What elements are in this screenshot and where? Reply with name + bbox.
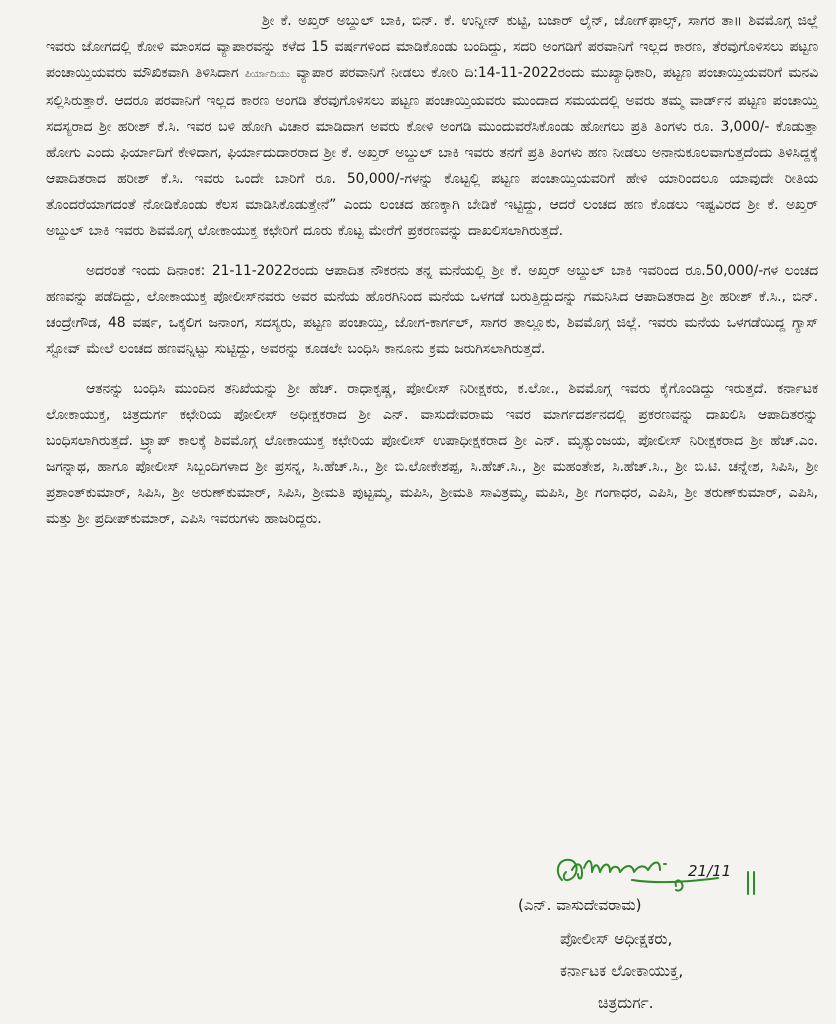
officer-office: ಕರ್ನಾಟಕ ಲೋಕಾಯುಕ್ತ, [560, 962, 684, 980]
signature-date: 21/11 [688, 862, 732, 880]
paragraph-complaint-text-b: ವ್ಯಾಪಾರ ಪರವಾನಿಗೆ ನೀಡಲು ಕೋರಿ ದಿ:14-11-2022ರಂದು ಮುಖ್ಯಾಧಿಕಾರಿ, ಪಟ್ಟಣ ಪಂಚಾಯ್ತಿಯವರಿಗೆ ಮನವಿ ಸಲ್ಲಿಸಿರುತ್ತಾರೆ. ಆದರೂ ಪರವಾನಿಗೆ ಇಲ್ಲದ ಕಾರಣ ಅಂಗಡಿ ತೆರವುಗೊಳಿಸಲು ಪಟ್ಟಣ ಪಂಚಾಯ್ತಿಯವರು ಮುಂದಾದ ಸಮಯದಲ್ಲಿ ಅವರು ತಮ್ಮ ವಾರ್ಡ್‌ನ ಪಟ್ಟಣ ಪಂಚಾಯ್ತಿ ಸದಸ್ಯರಾದ ಶ್ರೀ ಹರೀಶ್ ಕೆ.ಸಿ. ಇವರ ಬಳಿ ಹೋಗಿ ವಿಚಾರ ಮಾಡಿದಾಗ ಅವರು ಕೋಳಿ ಅಂಗಡಿ ಮುಂದುವರೆಸಿಕೊಂಡು ಹೋಗಲು ಪ್ರತಿ ತಿಂಗಳು ರೂ. 3,000/- ಕೊಡುತ್ತಾ ಹೋಗು ಎಂದು ಫಿರ್ಯಾದಿಗೆ ಕೇಳಿದಾಗ, ಫಿರ್ಯಾದುದಾರರಾದ ಶ್ರೀ ಕೆ. ಅಖ್ತರ್ ಅಬ್ದುಲ್ ಬಾಕಿ ಇವರು ತನಗೆ ಪ್ರತಿ ತಿಂಗಳು ಹಣ ನೀಡಲು ಅನಾನುಕೂಲವಾಗುತ್ತದೆಂದು ತಿಳಿಸಿದ್ದಕ್ಕೆ ಆಪಾದಿತರಾದ ಹರೀಶ್ ಕೆ.ಸಿ. ಇವರು ಒಂದೇ ಬಾರಿಗೆ ರೂ. 50,000/-ಗಳನ್ನು ಕೊಟ್ಟಲ್ಲಿ ಪಟ್ಟಣ ಪಂಚಾಯ್ತಿಯವರಿಗೆ ಹೇಳಿ ಯಾರಿಂದಲೂ ಯಾವುದೇ ರೀತಿಯ ತೊಂದರೆಯಾಗದಂತೆ ನೋಡಿಕೊಂಡು ಕೆಲಸ ಮಾಡಿಸಿಕೊಡುತ್ತೇನೆ” ಎಂದು ಲಂಚದ ಹಣಕ್ಕಾಗಿ ಬೇಡಿಕೆ ಇಟ್ಟಿದ್ದು, ಆದರೆ ಲಂಚದ ಹಣ ಕೊಡಲು ಇಷ್ಟವಿರದ ಶ್ರೀ ಕೆ. ಅಖ್ತರ್ ಅಬ್ದುಲ್ ಬಾಕಿ ಇವರು ಶಿವಮೊಗ್ಗ ಲೋಕಾಯುಕ್ತ ಕಛೇರಿಗೆ ದೂರು ಕೊಟ್ಟ ಮೇರೆಗೆ ಪ್ರಕರಣವನ್ನು ದಾಖಲಿಸಲಾಗಿರುತ್ತದೆ. [46, 65, 818, 239]
officer-designation: ಪೋಲೀಸ್ ಅಧೀಕ್ಷಕರು, [560, 930, 673, 948]
handwritten-insert: ಪಿರ್ಯಾದಿಯು [244, 69, 290, 80]
paragraph-complaint-text-a: ಶ್ರೀ ಕೆ. ಅಖ್ತರ್ ಅಬ್ದುಲ್ ಬಾಕಿ, ಬಿನ್. ಕೆ. ಉನ್ನೀನ್ ಕುಟ್ಟಿ, ಬಜಾರ್ ಲೈನ್, ಜೋಗ್‌ಫಾಲ್ಸ್, ಸಾಗರ ತಾ॥ ಶಿವಮೊಗ್ಗ ಜಿಲ್ಲೆ ಇವರು ಜೋಗದಲ್ಲಿ ಕೋಳಿ ಮಾಂಸದ ವ್ಯಾಪಾರವನ್ನು ಕಳೆದ 15 ವರ್ಷಗಳಿಂದ ಮಾಡಿಕೊಂಡು ಬಂದಿದ್ದು, ಸದರಿ ಅಂಗಡಿಗೆ ಪರವಾನಿಗೆ ಇಲ್ಲದ ಕಾರಣ, ತೆರವುಗೊಳಿಸಲು ಪಟ್ಟಣ ಪಂಚಾಯ್ತಿಯವರು ಮೌಖಿಕವಾಗಿ ತಿಳಿಸಿದಾಗ [46, 13, 818, 81]
paragraph-complaint [46, 8, 818, 244]
officer-place: ಚಿತ್ರದುರ್ಗ. [598, 994, 654, 1012]
signature-block [0, 848, 836, 1024]
paragraph-trap: ಅದರಂತೆ ಇಂದು ದಿನಾಂಕ: 21-11-2022ರಂದು ಆಪಾದಿತ ನೌಕರನು ತನ್ನ ಮನೆಯಲ್ಲಿ ಶ್ರೀ ಕೆ. ಅಖ್ತರ್ ಅಬ್ದುಲ್ ಬಾಕಿ ಇವರಿಂದ ರೂ.50,000/-ಗಳ ಲಂಚದ ಹಣವನ್ನು ಪಡೆದಿದ್ದು, ಲೋಕಾಯುಕ್ತ ಪೋಲೀಸ್‌ನವರು ಅವರ ಮನೆಯ ಹೊರಗಿನಿಂದ ಮನೆಯ ಒಳಗಡೆ ಬರುತ್ತಿದ್ದುದನ್ನು ಗಮನಿಸಿದ ಆಪಾದಿತರಾದ ಶ್ರೀ ಹರೀಶ್ ಕೆ.ಸಿ., ಬಿನ್. ಚಂದ್ರೇಗೌಡ, 48 ವರ್ಷ, ಒಕ್ಕಲಿಗ ಜನಾಂಗ, ಸದಸ್ಯರು, ಪಟ್ಟಣ ಪಂಚಾಯ್ತಿ, ಜೋಗ-ಕಾರ್ಗಲ್, ಸಾಗರ ತಾಲ್ಲೂಕು, ಶಿವಮೊಗ್ಗ ಜಿಲ್ಲೆ. ಇವರು ಮನೆಯ ಒಳಗಡೆಯಿದ್ದ ಗ್ಯಾಸ್ ಸ್ಟೋವ್ ಮೇಲೆ ಲಂಚದ ಹಣವನ್ನಿಟ್ಟು ಸುಟ್ಟಿದ್ದು, ಅವರನ್ನು ಕೂಡಲೇ ಬಂಧಿಸಿ ಕಾನೂನು ಕ್ರಮ ಜರುಗಿಸಲಾಗಿರುತ್ತದೆ. [46, 263, 818, 357]
officer-name: (ಎನ್. ವಾಸುದೇವರಾಮ) [518, 896, 642, 914]
paragraph-investigation: ಆತನನ್ನು ಬಂಧಿಸಿ ಮುಂದಿನ ತನಿಖೆಯನ್ನು ಶ್ರೀ ಹೆಚ್. ರಾಧಾಕೃಷ್ಣ, ಪೋಲೀಸ್ ನಿರೀಕ್ಷಕರು, ಕ.ಲೋ., ಶಿವಮೊಗ್ಗ ಇವರು ಕೈಗೊಂಡಿದ್ದು ಇರುತ್ತದೆ. ಕರ್ನಾಟಕ ಲೋಕಾಯುಕ್ತ, ಚಿತ್ರದುರ್ಗ ಕಛೇರಿಯ ಪೋಲೀಸ್ ಅಧೀಕ್ಷಕರಾದ ಶ್ರೀ ಎನ್. ವಾಸುದೇವರಾಮ ಇವರ ಮಾರ್ಗದರ್ಶನದಲ್ಲಿ ಪ್ರಕರಣವನ್ನು ದಾಖಲಿಸಿ ಆಪಾದಿತರನ್ನು ಬಂಧಿಸಲಾಗಿರುತ್ತದೆ. ಟ್ರ್ಯಾಪ್ ಕಾಲಕ್ಕೆ ಶಿವಮೊಗ್ಗ ಲೋಕಾಯುಕ್ತ ಕಛೇರಿಯ ಪೋಲೀಸ್ ಉಪಾಧೀಕ್ಷಕರಾದ ಶ್ರೀ ಎನ್. ಮೃತ್ಯುಂಜಯ, ಪೋಲೀಸ್ ನಿರೀಕ್ಷಕರಾದ ಶ್ರೀ ಹೆಚ್.ಎಂ. ಜಗನ್ನಾಥ, ಹಾಗೂ ಪೋಲೀಸ್ ಸಿಬ್ಬಂದಿಗಳಾದ ಶ್ರೀ ಪ್ರಸನ್ನ, ಸಿ.ಹೆಚ್.ಸಿ., ಶ್ರೀ ಬಿ.ಲೋಕೇಶಪ್ಪ, ಸಿ.ಹೆಚ್.ಸಿ., ಶ್ರೀ ಮಹಂತೇಶ, ಸಿ.ಹೆಚ್.ಸಿ., ಶ್ರೀ ಬಿ.ಟಿ. ಚನ್ನೇಶ, ಸಿಪಿಸಿ, ಶ್ರೀ ಪ್ರಶಾಂತ್‌ಕುಮಾರ್, ಸಿಪಿಸಿ, ಶ್ರೀ ಅರುಣ್‌ಕುಮಾರ್, ಸಿಪಿಸಿ, ಶ್ರೀಮತಿ ಪುಟ್ಟಮ್ಮ, ಮಪಿಸಿ, ಶ್ರೀಮತಿ ಸಾವಿತ್ರಮ್ಮ, ಮಪಿಸಿ, ಶ್ರೀ ಗಂಗಾಧರ, ಎಪಿಸಿ, ಶ್ರೀ ತರುಣ್‌ಕುಮಾರ್, ಎಪಿಸಿ, ಮತ್ತು ಶ್ರೀ ಪ್ರದೀಪ್‌ಕುಮಾರ್, ಎಪಿಸಿ ಇವರುಗಳು ಹಾಜರಿದ್ದರು. [46, 381, 818, 527]
